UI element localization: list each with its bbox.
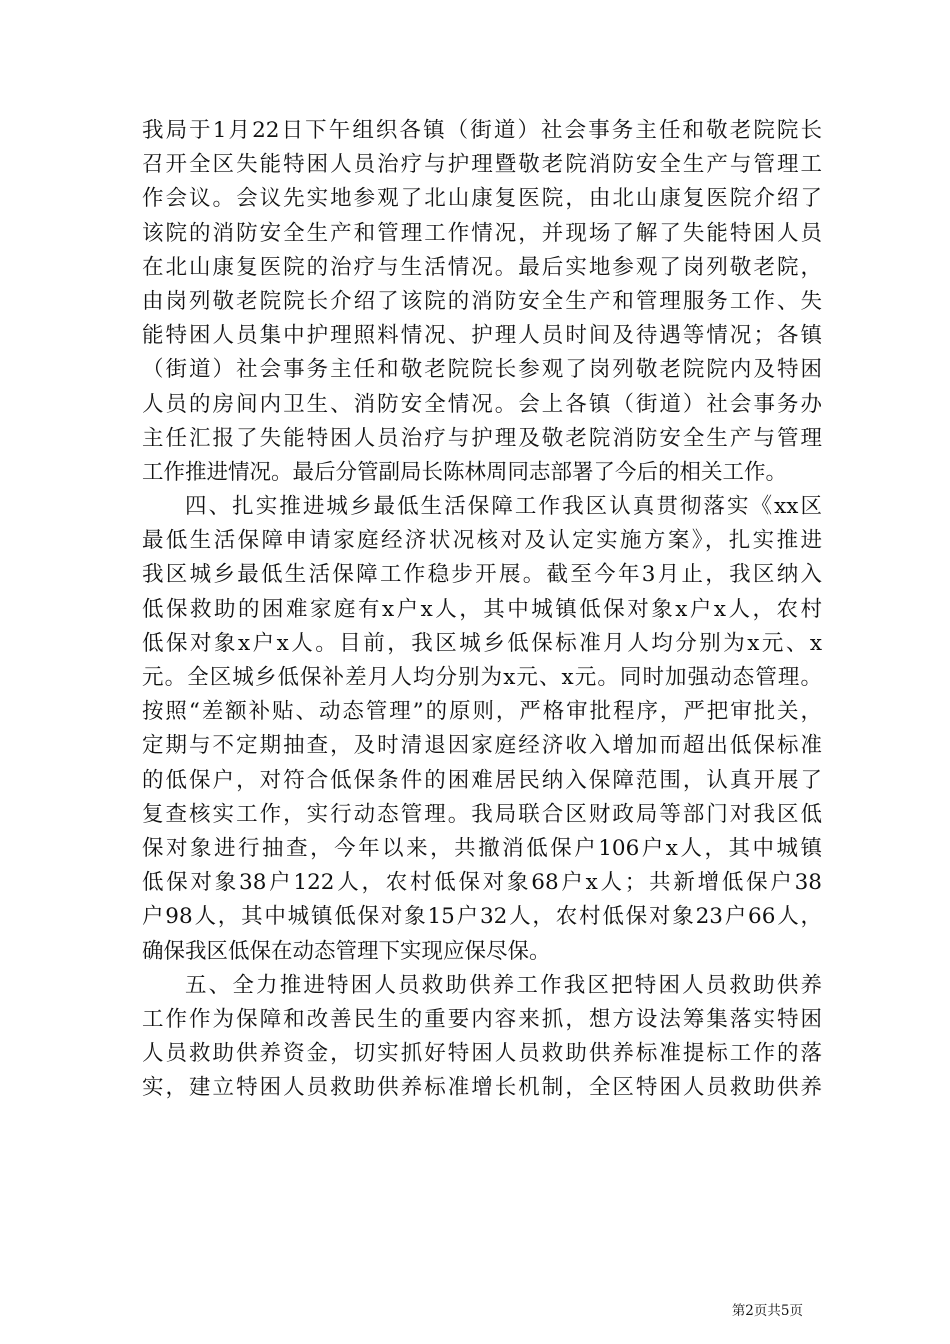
text-line: 主任汇报了失能特困人员治疗与护理及敬老院消防安全生产与管理: [142, 425, 822, 451]
text-line: 的低保户，对符合低保条件的困难居民纳入保障范围，认真开展了: [142, 767, 822, 793]
text-line: 最低生活保障申请家庭经济状况核对及认定实施方案》，扎实推进: [142, 528, 822, 554]
text-line: 我局于1月22日下午组织各镇（街道）社会事务主任和敬老院院长: [142, 118, 822, 143]
text-line: 在北山康复医院的治疗与生活情况。最后实地参观了岗列敬老院，: [142, 254, 822, 280]
text-line: 工作推进情况。最后分管副局长陈林周同志部署了今后的相关工作。: [142, 459, 788, 485]
text-line: 低保对象38户122人，农村低保对象68户x人；共新增低保户38: [142, 870, 822, 896]
text-line: 工作作为保障和改善民生的重要内容来抓，想方设法筹集落实特困: [142, 1006, 822, 1032]
text-line: 由岗列敬老院院长介绍了该院的消防安全生产和管理服务工作、失: [142, 288, 822, 314]
text-line: 我区城乡最低生活保障工作稳步开展。截至今年3月止，我区纳入: [142, 562, 822, 588]
text-line: 复查核实工作，实行动态管理。我局联合区财政局等部门对我区低: [142, 801, 822, 827]
text-line: 作会议。会议先实地参观了北山康复医院，由北山康复医院介绍了: [142, 186, 822, 212]
text-line: 定期与不定期抽查，及时清退因家庭经济收入增加而超出低保标准: [142, 733, 822, 759]
text-line: （街道）社会事务主任和敬老院院长参观了岗列敬老院院内及特困: [142, 357, 822, 383]
text-line: 召开全区失能特困人员治疗与护理暨敬老院消防安全生产与管理工: [142, 152, 822, 178]
text-line: 按照“差额补贴、动态管理”的原则，严格审批程序，严把审批关，: [142, 699, 822, 725]
text-line: 该院的消防安全生产和管理工作情况，并现场了解了失能特困人员: [142, 220, 822, 246]
text-line: 能特困人员集中护理照料情况、护理人员时间及待遇等情况；各镇: [142, 323, 822, 349]
text-line: 确保我区低保在动态管理下实现应保尽保。: [142, 938, 551, 964]
text-line: 低保救助的困难家庭有x户x人，其中城镇低保对象x户x人，农村: [142, 596, 822, 622]
text-line: 元。全区城乡低保补差月人均分别为x元、x元。同时加强动态管理。: [142, 665, 822, 690]
section-heading-line: 四、扎实推进城乡最低生活保障工作我区认真贯彻落实《xx区: [185, 494, 822, 520]
text-line: 人员的房间内卫生、消防安全情况。会上各镇（街道）社会事务办: [142, 391, 822, 417]
text-line: 人员救助供养资金，切实抓好特困人员救助供养标准提标工作的落: [142, 1041, 822, 1067]
body-text: [142, 114, 822, 1105]
section-heading-line: 五、全力推进特困人员救助供养工作我区把特困人员救助供养: [185, 972, 822, 998]
text-line: 低保对象x户x人。目前，我区城乡低保标准月人均分别为x元、x: [142, 630, 822, 656]
text-line: 户98人，其中城镇低保对象15户32人，农村低保对象23户66人，: [142, 904, 822, 930]
text-line: 实，建立特困人员救助供养标准增长机制，全区特困人员救助供养: [142, 1075, 822, 1101]
page-number-footer: 第2页共5页: [731, 1303, 803, 1319]
text-line: 保对象进行抽查，今年以来，共撤消低保户106户x人，其中城镇: [142, 835, 822, 861]
